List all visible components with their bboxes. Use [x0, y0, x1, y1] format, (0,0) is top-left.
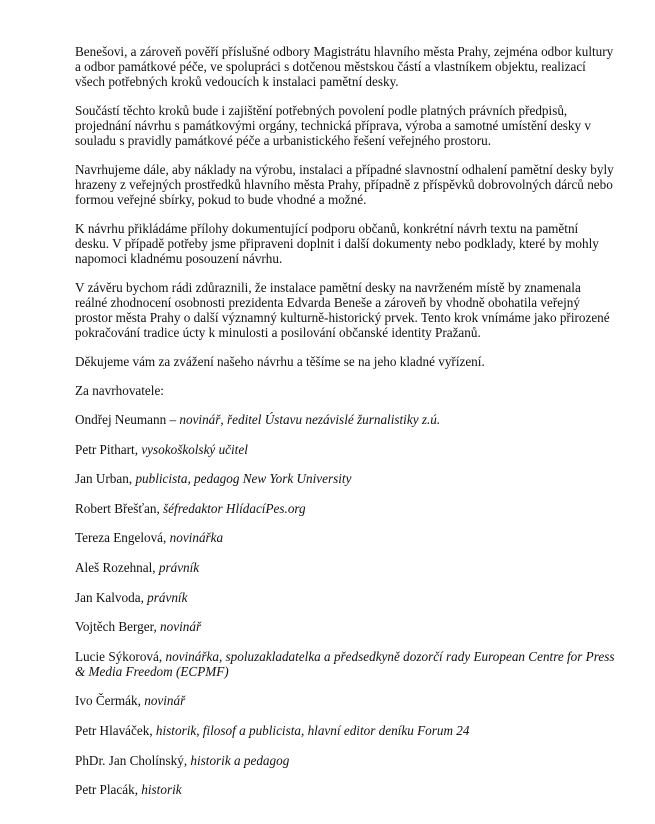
- signatory: [75, 412, 615, 427]
- signatories-intro: Za navrhovatele:: [75, 383, 164, 398]
- signatory-name: Petr Placák: [75, 782, 135, 798]
- signatory-name: Lucie Sýkorová: [75, 648, 159, 664]
- signatory-role: historik: [141, 782, 182, 798]
- signatory-name: Tereza Engelová: [75, 530, 164, 546]
- paragraph-costs: Navrhujeme dále, aby náklady na výrobu, instalaci a případné slavnostní odhalení pamětní desky byly hrazeny z veřejných prostředků hlavního města Prahy, případně z příspěvků dobrovolných dárců nebo formou veřejné sbírky, pokud to bude vhodné a možné.: [75, 162, 614, 207]
- signatory-role: historik, filosof a publicista, hlavní editor deníku Forum 24: [155, 722, 470, 738]
- signatory-separator: ,: [158, 648, 166, 664]
- signatory-name: Petr Hlaváček: [75, 722, 150, 738]
- paragraph-steps: Součástí těchto kroků bude i zajištění potřebných povolení podle platných právních předpisů, projednání návrhu s památkovými orgány, technická příprava, výroba a samotné umístění desky v souladu s pravidly památkové péče a urbanistického řešení veřejného prostoru.: [75, 103, 592, 148]
- signatory-separator: ,: [149, 722, 156, 738]
- paragraph-thanks: Děkujeme vám za zvážení našeho návrhu a těšíme se na jeho kladné vyřízení.: [75, 354, 485, 369]
- signatory: [75, 649, 615, 679]
- signatory: [75, 501, 615, 516]
- signatory: [75, 723, 615, 738]
- signatory-separator: –: [166, 412, 180, 427]
- signatory-role: právník: [147, 589, 188, 605]
- signatory: [75, 693, 615, 708]
- signatory-role: právník: [158, 559, 200, 575]
- signatory-role: historik a pedagog: [190, 752, 290, 768]
- signatory-role: šéfredaktor HlídacíPes.org: [163, 500, 306, 516]
- paragraph-attachments: K návrhu přikládáme přílohy dokumentující podporu občanů, konkrétní návrh textu na pamětní desku. V případě potřeby jsme připraveni doplnit i další dokumenty nebo podklady, které by mohly napomoci kladnému posouzení návrhu.: [75, 221, 599, 266]
- signatory: [75, 560, 615, 575]
- signatory-role: novinářka, spoluzakladatelka a předsedkyně dozorčí rady European Centre for Press & Media Freedom (ECPMF): [75, 648, 615, 679]
- signatory-separator: ,: [134, 782, 142, 798]
- signatory-name: Petr Pithart: [75, 441, 135, 457]
- signatory: [75, 530, 615, 545]
- signatory: [75, 619, 615, 634]
- signatory: [75, 590, 615, 605]
- signatory-name: Jan Kalvoda: [75, 589, 141, 605]
- signatory-name: Ivo Čermák: [75, 693, 138, 709]
- signatory-separator: ,: [156, 500, 164, 516]
- paragraph-conclusion: V závěru bychom rádi zdůraznili, že instalace pamětní desky na navrženém místě by znamenala reálné zhodnocení osobnosti prezidenta Edvarda Beneše a zároveň by vhodně obohatila veřejný prostor města Prahy o další významný kulturně-historický prvek. Tento krok vnímáme jako přirozené pokračování tradice úcty k minulosti a posilování občanské identity Pražanů.: [75, 280, 610, 340]
- signatory-name: Ondřej Neumann: [75, 412, 167, 427]
- signatory: [75, 442, 615, 457]
- signatory-separator: ,: [128, 471, 136, 487]
- signatory-name: Vojtěch Berger: [75, 619, 154, 635]
- signatory-separator: ,: [183, 752, 191, 768]
- signatory-role: novinářka: [169, 530, 224, 546]
- signatory-role: novinář: [144, 693, 186, 709]
- signatory-separator: ,: [134, 441, 142, 457]
- signatory-separator: ,: [137, 693, 145, 709]
- signatory-role: publicista, pedagog New York University: [135, 471, 352, 487]
- signatory-role: novinář, ředitel Ústavu nezávislé žurnalistiky z.ú.: [179, 412, 441, 427]
- signatory: [75, 471, 615, 486]
- signatory-name: Robert Břešťan: [75, 500, 157, 516]
- document-page: [75, 44, 615, 812]
- signatory: [75, 782, 615, 797]
- paragraph-implementation: Benešovi, a zároveň pověří příslušné odbory Magistrátu hlavního města Prahy, zejména odbor kultury a odbor památkové péče, ve spolupráci s dotčenou městskou částí a vlastníkem objektu, realizací všech potřebných kroků vedoucích k instalaci pamětní desky.: [75, 44, 614, 89]
- signatory-name: Aleš Rozehnal: [75, 559, 153, 575]
- signatory-separator: ,: [163, 530, 170, 546]
- signatory-separator: ,: [140, 589, 148, 605]
- signatory-name: Jan Urban: [75, 471, 129, 487]
- signatory-separator: ,: [153, 619, 161, 635]
- signatory-role: vysokoškolský učitel: [141, 441, 248, 457]
- signatory-separator: ,: [152, 559, 159, 575]
- signatory: [75, 753, 615, 768]
- signatories-list: [75, 412, 615, 797]
- signatory-name: PhDr. Jan Cholínský: [75, 752, 184, 768]
- signatory-role: novinář: [160, 619, 202, 635]
